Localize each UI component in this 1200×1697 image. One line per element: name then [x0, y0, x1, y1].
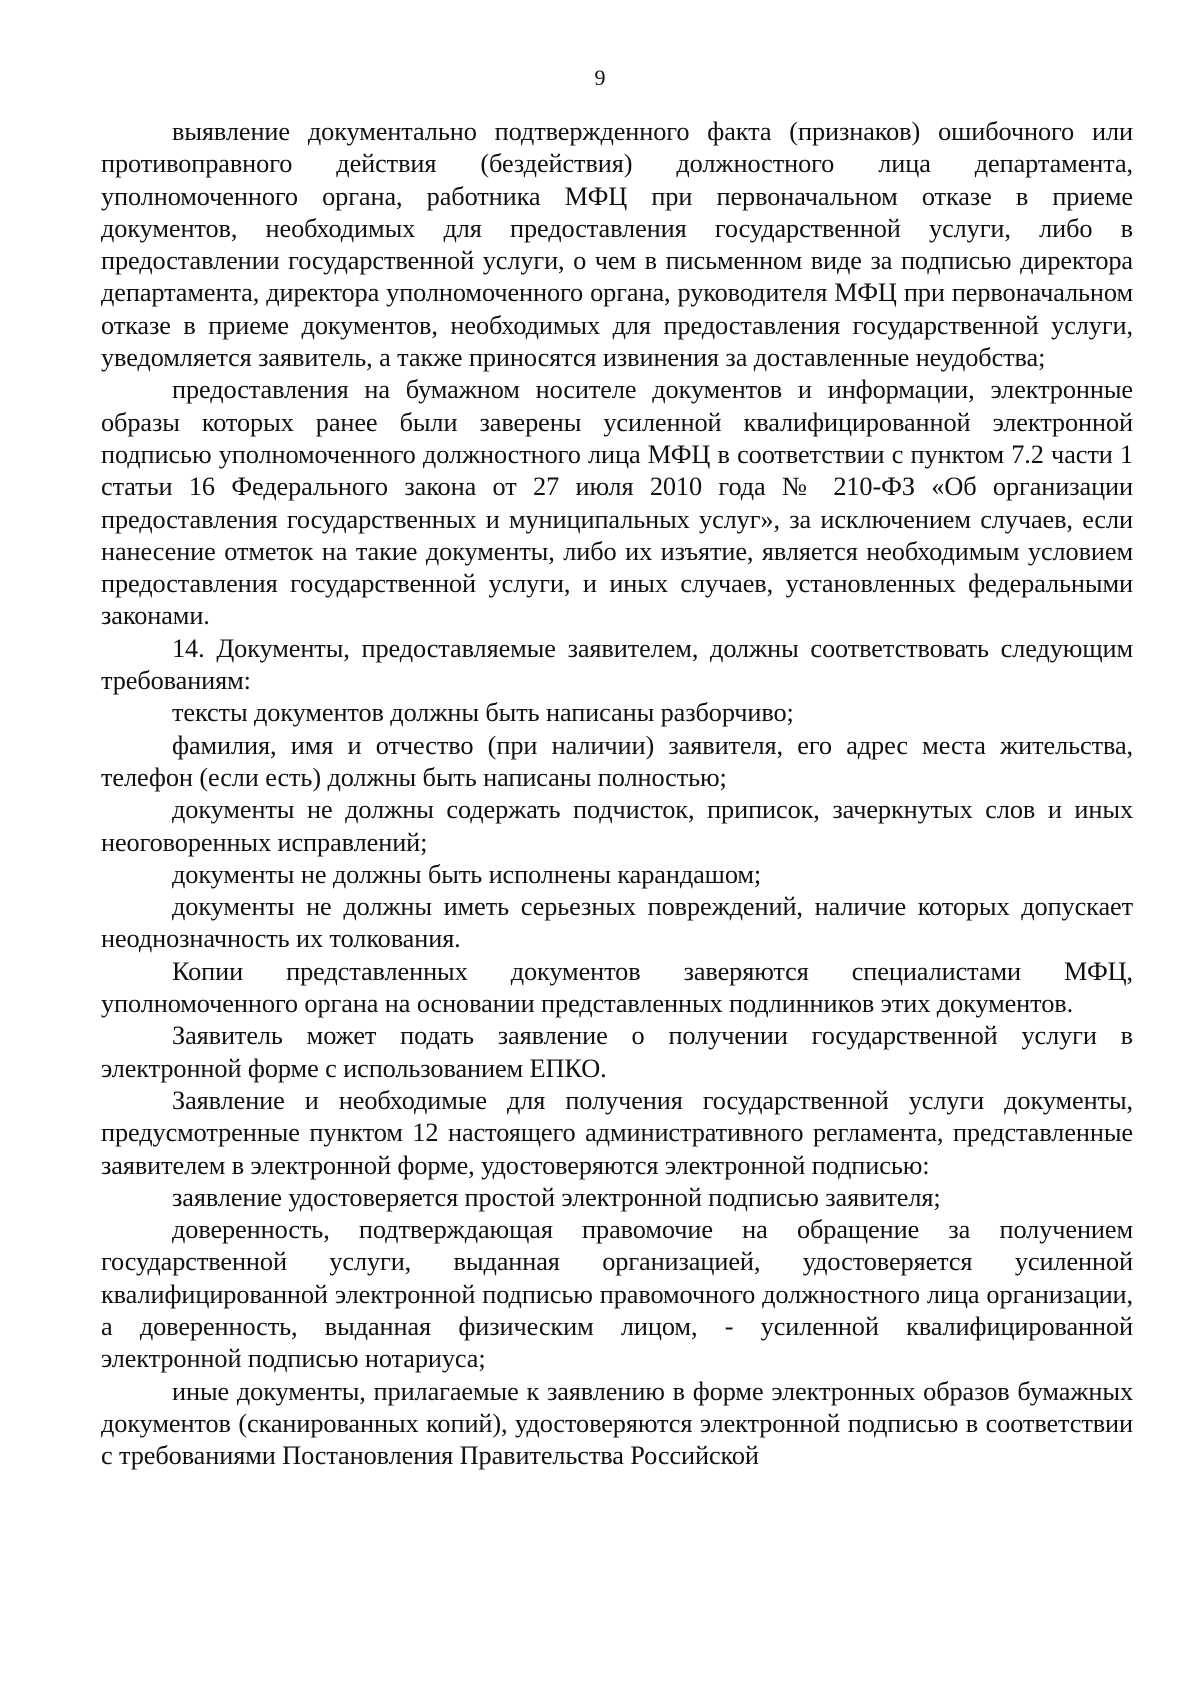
paragraph-copies: Копии представленных документов заверяются специалистами МФЦ, уполномоченного органа на основании представленных подлинников этих документов.: [101, 956, 1133, 1019]
paragraph-paper-documents: предоставления на бумажном носителе документов и информации, электронные образы которых ранее были заверены усиленной квалифицированной электронной подписью уполномоченного должностного лица МФЦ в соответствии с пунктом 7.2 части 1 статьи 16 Федерального закона от 27 июля 2010 года № 210-ФЗ «Об организации предоставления государственных и муниципальных услуг», за исключением случаев, если нанесение отметок на такие документы, либо их изъятие, является необходимым условием предоставления государственной услуги, и иных случаев, установленных федеральными законами.: [101, 375, 1133, 631]
page-number: 9: [594, 65, 606, 90]
paragraph-electronic-application: Заявитель может подать заявление о получении государственной услуги в электронной форме с использованием ЕПКО.: [101, 1021, 1133, 1083]
paragraph-power-of-attorney: доверенность, подтверждающая правомочие на обращение за получением государственной услуги, выданная организацией, удостоверяется усиленной квалифицированной электронной подписью правомочного должностного лица организации, а доверенность, выданная физическим лицом, - усиленной квалифицированной электронной подписью нотариуса;: [101, 1215, 1133, 1374]
paragraph-electronic-signature: Заявление и необходимые для получения государственной услуги документы, предусмотренные пунктом 12 настоящего административного регламента, представленные заявителем в электронной форме, удостоверяются электронной подписью:: [101, 1085, 1133, 1180]
paragraph-other-documents: иные документы, прилагаемые к заявлению в форме электронных образов бумажных документов (сканированных копий), удостоверяются электронной подписью в соответствии с требованиями Постановления Правительства Российской: [101, 1376, 1133, 1471]
paragraph-no-pencil: документы не должны быть исполнены карандашом;: [172, 859, 762, 889]
paragraph-full-name: фамилия, имя и отчество (при наличии) заявителя, его адрес места жительства, телефон (если есть) должны быть написаны полностью;: [101, 730, 1133, 792]
paragraph-item-14: 14. Документы, предоставляемые заявителем, должны соответствовать следующим требованиям:: [101, 633, 1133, 696]
document-body: [101, 116, 1133, 1472]
paragraph-no-erasures: документы не должны содержать подчисток, приписок, зачеркнутых слов и иных неоговоренных исправлений;: [101, 795, 1133, 857]
paragraph-no-damage: документы не должны иметь серьезных повреждений, наличие которых допускает неоднозначность их толкования.: [101, 892, 1133, 954]
paragraph-error-detection: выявление документально подтвержденного факта (признаков) ошибочного или противоправного действия (бездействия) должностного лица департамента, уполномоченного органа, работника МФЦ при первоначальном отказе в приеме документов, необходимых для предоставления государственной услуги, либо в предоставлении государственной услуги, о чем в письменном виде за подписью директора департамента, директора уполномоченного органа, руководителя МФЦ при первоначальном отказе в приеме документов, необходимых для предоставления государственной услуги, уведомляется заявитель, а также приносятся извинения за доставленные неудобства;: [101, 117, 1133, 373]
paragraph-legible-text: тексты документов должны быть написаны разборчиво;: [172, 698, 794, 728]
paragraph-simple-signature: заявление удостоверяется простой электронной подписью заявителя;: [172, 1182, 941, 1212]
